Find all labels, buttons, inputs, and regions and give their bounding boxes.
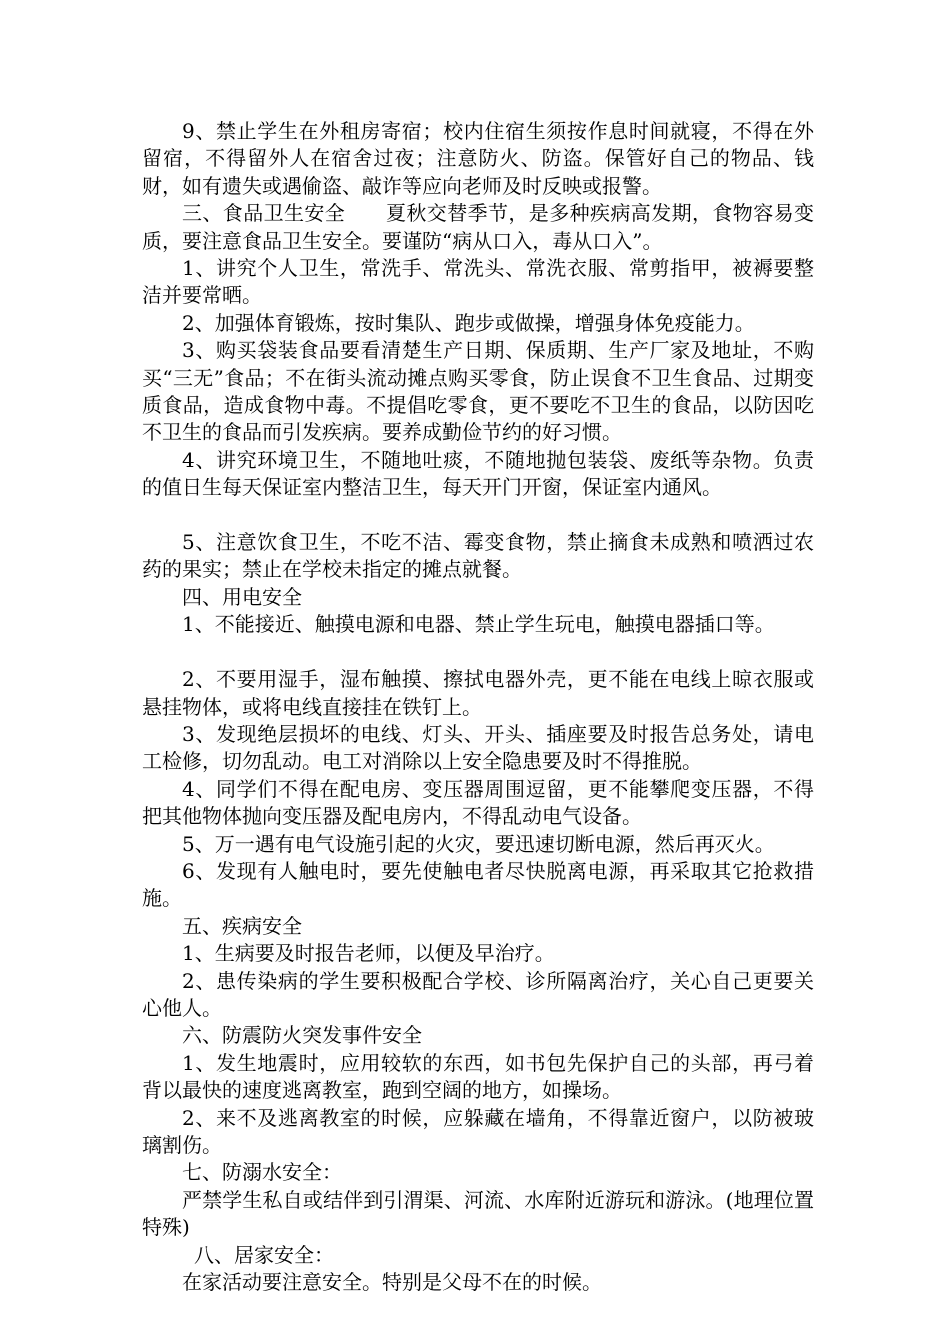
paragraph: 6、发现有人触电时，要先使触电者尽快脱离电源，再采取其它抢救措施。: [142, 858, 814, 911]
document-body: [142, 118, 814, 1296]
blank-line: [142, 502, 814, 529]
paragraph: 5、注意饮食卫生，不吃不洁、霉变食物，禁止摘食未成熟和喷洒过农药的果实；禁止在学校未指定的摊点就餐。: [142, 530, 814, 582]
paragraph: 2、来不及逃离教室的时候，应躲藏在墙角，不得靠近窗户，以防被玻璃割伤。: [142, 1105, 814, 1157]
paragraph: 1、发生地震时，应用较软的东西，如书包先保护自己的头部，再弓着背以最快的速度逃离教室，跑到空阔的地方，如操场。: [142, 1050, 814, 1103]
paragraph: 1、生病要及时报告老师，以便及早治疗。: [182, 941, 555, 966]
paragraph: 5、万一遇有电气设施引起的火灾，要迅速切断电源，然后再灭火。: [182, 831, 775, 856]
paragraph: 9、禁止学生在外租房寄宿；校内住宿生须按作息时间就寝，不得在外留宿，不得留外人在宿舍过夜；注意防火、防盗。保管好自己的物品、钱财，如有遗失或遇偷盗、敲诈等应向老师及时反映或报警。: [142, 119, 814, 198]
paragraph: 严禁学生私自或结伴到引渭渠、河流、水库附近游玩和游泳。(地理位置特殊): [142, 1187, 814, 1240]
paragraph: 在家活动要注意安全。特别是父母不在的时候。: [182, 1270, 602, 1295]
section-heading-drowning-safety: 七、防溺水安全：: [182, 1160, 342, 1185]
paragraph: 3、发现绝层损坏的电线、灯头、开头、插座要及时报告总务处，请电工检修，切勿乱动。电工对消除以上安全隐患要及时不得推脱。: [142, 721, 814, 774]
blank-line: [142, 639, 814, 666]
paragraph: 2、不要用湿手，湿布触摸、擦拭电器外壳，更不能在电线上晾衣服或悬挂物体，或将电线直接挂在铁钉上。: [142, 667, 814, 719]
paragraph: 2、患传染病的学生要积极配合学校、诊所隔离治疗，关心自己更要关心他人。: [142, 968, 814, 1020]
paragraph: 4、同学们不得在配电房、变压器周围逗留，更不能攀爬变压器，不得把其他物体抛向变压器及配电房内，不得乱动电气设备。: [142, 776, 814, 829]
section-heading-electric-safety: 四、用电安全: [182, 584, 302, 609]
section-heading-disease-safety: 五、疾病安全: [182, 913, 302, 938]
paragraph: 1、不能接近、触摸电源和电器、禁止学生玩电，触摸电器插口等。: [182, 612, 775, 637]
section-heading-food-safety: 三、食品卫生安全 夏秋交替季节，是多种疾病高发期，食物容易变质，要注意食品卫生安全。要谨防“病从口入，毒从口入”。: [142, 201, 814, 253]
paragraph: 4、讲究环境卫生，不随地吐痰，不随地抛包装袋、废纸等杂物。负责的值日生每天保证室内整洁卫生，每天开门开窗，保证室内通风。: [142, 447, 814, 500]
paragraph: 3、购买袋装食品要看清楚生产日期、保质期、生产厂家及地址，不购买“三无”食品；不在街头流动摊点购买零食，防止误食不卫生食品、过期变质食品，造成食物中毒。不提倡吃零食，更不要吃不卫生的食品，以防因吃不卫生的食品而引发疾病。要养成勤俭节约的好习惯。: [142, 338, 814, 445]
section-heading-home-safety: 八、居家安全：: [194, 1242, 334, 1267]
section-heading-emergency-safety: 六、防震防火突发事件安全: [182, 1023, 422, 1048]
paragraph: 1、讲究个人卫生，常洗手、常洗头、常洗衣服、常剪指甲，被褥要整洁并要常晒。: [142, 256, 814, 308]
paragraph: 2、加强体育锻炼，按时集队、跑步或做操，增强身体免疫能力。: [182, 310, 755, 335]
